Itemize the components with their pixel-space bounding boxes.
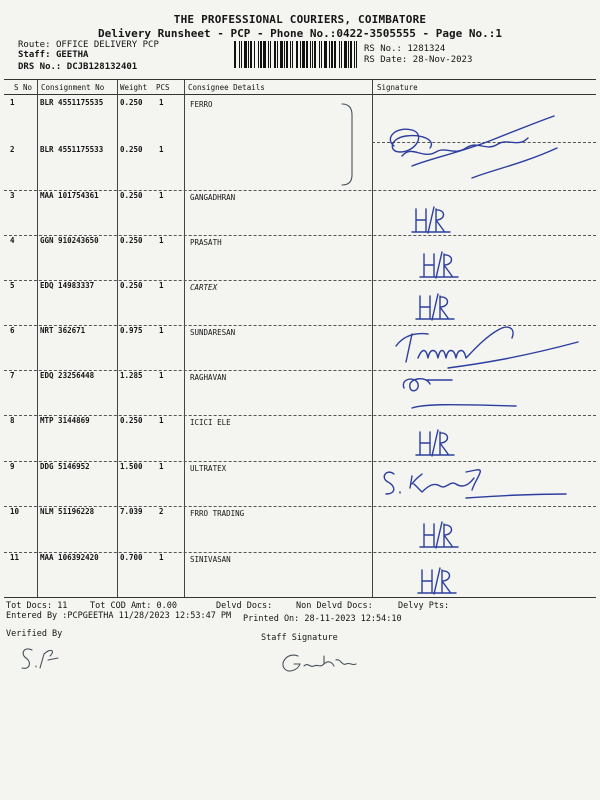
staff-signature-mark [278, 650, 358, 678]
delvd-docs-label: Delvd Docs: [216, 601, 273, 611]
cell-consignee: SINIVASAN [190, 555, 231, 564]
cell-pcs: 1 [159, 145, 164, 154]
staff-value: GEETHA [55, 50, 89, 60]
cell-pcs: 1 [159, 98, 164, 107]
row-separator [4, 461, 596, 462]
cell-consignee: ICICI ELE [190, 418, 231, 427]
col-header-sno: S No [14, 83, 33, 92]
cell-weight: 0.250 [120, 98, 143, 107]
non-delvd-docs-label: Non Delvd Docs: [296, 601, 373, 611]
col-header-signature: Signature [377, 83, 418, 92]
column-divider [184, 80, 185, 597]
tot-docs-label: Tot Docs: [6, 601, 53, 611]
cell-consignment: MAA 101754361 [40, 191, 99, 200]
cell-sno: 5 [10, 281, 15, 290]
table-header-rule [4, 94, 596, 95]
tot-docs [6, 601, 67, 611]
cell-consignee: CARTEX [190, 283, 218, 292]
rs-no-label: RS No.: [364, 44, 402, 54]
staff-line [18, 50, 88, 60]
rs-no-value: 1281324 [407, 44, 446, 54]
printed-on: Printed On: 28-11-2023 12:54:10 [243, 614, 402, 624]
cell-pcs: 1 [159, 553, 164, 562]
verified-signature [18, 644, 68, 674]
runsheet-title: Delivery Runsheet - PCP - Phone No.:0422-3505555 - Page No.:1 [98, 27, 502, 40]
cell-sno: 9 [10, 462, 15, 471]
cell-pcs: 1 [159, 236, 164, 245]
drs-value: DCJB128132401 [66, 62, 138, 72]
cell-pcs: 1 [159, 191, 164, 200]
route-line [18, 40, 159, 50]
signature-rows-1-2 [382, 108, 572, 188]
route-label: Route: [18, 40, 51, 50]
drs-label: DRS No.: [18, 62, 62, 72]
row-separator [4, 552, 596, 553]
tot-cod-label: Tot COD Amt: [90, 601, 152, 611]
col-header-consignment: Consignment No [41, 83, 105, 92]
table-bottom-rule [4, 597, 596, 598]
signature-row-9 [376, 464, 576, 514]
row-separator [4, 280, 596, 281]
cell-sno: 11 [10, 553, 20, 562]
signature-row-7 [396, 372, 526, 422]
cell-consignment: NRT 362671 [40, 326, 86, 335]
hr-mark-row-11 [416, 566, 466, 596]
col-header-consignee: Consignee Details [188, 83, 265, 92]
signature-row-6 [388, 318, 588, 378]
column-divider [372, 80, 373, 597]
delvy-pts-label: Delvy Pts: [398, 601, 450, 611]
cell-weight: 1.285 [120, 371, 143, 380]
rs-date-value: 28-Nov-2023 [412, 55, 473, 65]
cell-consignee: FERRO [190, 100, 213, 109]
cell-weight: 1.500 [120, 462, 143, 471]
cell-pcs: 2 [159, 507, 164, 516]
cell-sno: 8 [10, 416, 15, 425]
cell-weight: 0.250 [120, 281, 143, 290]
cell-consignment: MTP 3144869 [40, 416, 90, 425]
cell-consignee: PRASATH [190, 238, 222, 247]
cell-weight: 0.700 [120, 553, 143, 562]
rs-date-line [364, 55, 472, 65]
bracket-mark [340, 100, 360, 190]
col-header-pcs: PCS [156, 83, 170, 92]
cell-pcs: 1 [159, 371, 164, 380]
rs-no-line [364, 44, 445, 54]
column-divider [117, 80, 118, 597]
cell-pcs: 1 [159, 462, 164, 471]
cell-weight: 0.250 [120, 236, 143, 245]
table-top-rule [4, 79, 596, 80]
cell-sno: 4 [10, 236, 15, 245]
column-divider [37, 80, 38, 597]
cell-pcs: 1 [159, 416, 164, 425]
cell-consignee: SUNDARESAN [190, 328, 236, 337]
cell-consignment: MAA 106392420 [40, 553, 99, 562]
cell-consignment: EDQ 23256448 [40, 371, 95, 380]
col-header-weight: Weight [120, 83, 148, 92]
staff-signature-label: Staff Signature [261, 633, 338, 643]
tot-docs-value: 11 [57, 601, 68, 611]
cell-weight: 0.250 [120, 191, 143, 200]
cell-consignee: GANGADHRAN [190, 193, 236, 202]
cell-sno: 1 [10, 98, 15, 107]
cell-consignment: BLR 4551175533 [40, 145, 104, 154]
cell-pcs: 1 [159, 326, 164, 335]
cell-consignment: GGN 910243650 [40, 236, 99, 245]
cell-sno: 10 [10, 507, 20, 516]
row-separator [4, 235, 596, 236]
cell-consignment: BLR 4551175535 [40, 98, 104, 107]
cell-sno: 7 [10, 371, 15, 380]
cell-consignee: ULTRATEX [190, 464, 227, 473]
cell-consignment: DDG 5146952 [40, 462, 90, 471]
row-separator [4, 190, 596, 191]
tot-cod [90, 601, 177, 611]
barcode-graphic [233, 41, 360, 68]
cell-weight: 0.975 [120, 326, 143, 335]
cell-consignee: FRRO TRADING [190, 509, 245, 518]
hr-mark-row-3 [410, 205, 460, 235]
company-title: THE PROFESSIONAL COURIERS, COIMBATORE [173, 13, 427, 26]
tot-cod-value: 0.00 [156, 601, 178, 611]
cell-sno: 6 [10, 326, 15, 335]
entered-by: Entered By :PCPGEETHA 11/28/2023 12:53:47 PM [6, 611, 232, 621]
cell-weight: 7.039 [120, 507, 143, 516]
cell-consignment: EDQ 14983337 [40, 281, 95, 290]
rs-date-label: RS Date: [364, 55, 408, 65]
cell-consignment: NLM 51196228 [40, 507, 95, 516]
hr-mark-row-10 [418, 520, 468, 550]
verified-by-label: Verified By [6, 629, 63, 639]
cell-weight: 0.250 [120, 145, 143, 154]
hr-mark-row-4 [418, 250, 468, 280]
staff-label: Staff: [18, 50, 51, 60]
hr-mark-row-8 [414, 428, 464, 458]
cell-sno: 3 [10, 191, 15, 200]
drs-line [18, 62, 137, 72]
cell-weight: 0.250 [120, 416, 143, 425]
cell-sno: 2 [10, 145, 15, 154]
route-value: OFFICE DELIVERY PCP [55, 40, 159, 50]
cell-pcs: 1 [159, 281, 164, 290]
cell-consignee: RAGHAVAN [190, 373, 227, 382]
